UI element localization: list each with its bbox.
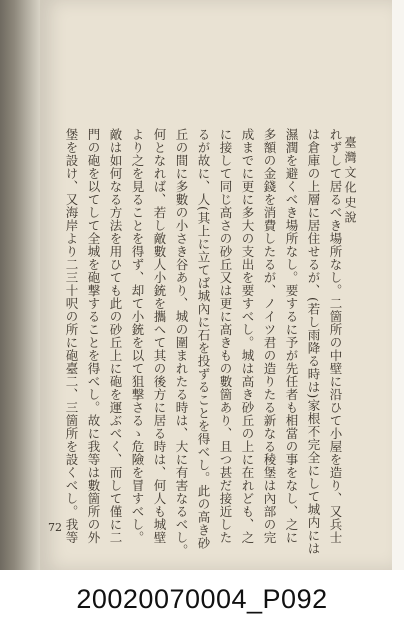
text-column: 成までに更に多大の支出を要すべし。城は高き砂丘の上に在れども、之 (240, 128, 255, 544)
page-number: 72 (48, 521, 62, 534)
text-column: 門の砲を以てして全城を砲撃することを得べし。故に我等は數箇所の外 (86, 128, 101, 544)
text-column: より之を見ることを得ず、却て小銃を以て狙撃さるゝ危險を冒すべし。 (130, 128, 145, 544)
text-column: 多額の金錢を消費したるが、ノイツ君の造りたる新なる稜堡は內部の完 (262, 128, 277, 544)
text-column: は倉庫の上層に居住せるが、(若し雨降る時は)家根不完全にして城内には (306, 128, 321, 555)
text-column: 堡を設け、又海岸より二三十呎の所に砲臺二、三箇所を設くべし。我等 (64, 128, 79, 544)
text-column: れずして居るべき場所なし。二箇所の中壁に沿ひて小屋を造り、又兵士 (328, 128, 343, 544)
image-id-caption: 20020070004_P092 (76, 584, 328, 614)
running-head: 臺灣文化史說 (343, 136, 357, 226)
text-column: 丘の間に多數の小さき谷あり、城の圍まれたる時は、大に有害なるべし。 (174, 128, 189, 557)
text-column: 濕潤を避くべき場所なし。要するに予が先任者も相當の事をなし、之に (284, 128, 299, 544)
book-binding-edge (0, 0, 40, 570)
text-column: 敵は如何なる方法を用ひても此の砂丘上に砲を運ぶべく、而して僅に二 (108, 128, 123, 544)
text-column: 何となれば、若し敵數人小銃を攜へて其の後方に居る時は、何人も城壁 (152, 128, 167, 544)
text-column: るが故に、人(其上に立てば城內に石を投ずることを得べし。此の高き砂 (196, 128, 211, 550)
text-column: に接して同じ高さの砂丘又は更に高きもの數箇あり、且つ甚だ接近した (218, 128, 233, 544)
scan-margin (392, 0, 404, 570)
